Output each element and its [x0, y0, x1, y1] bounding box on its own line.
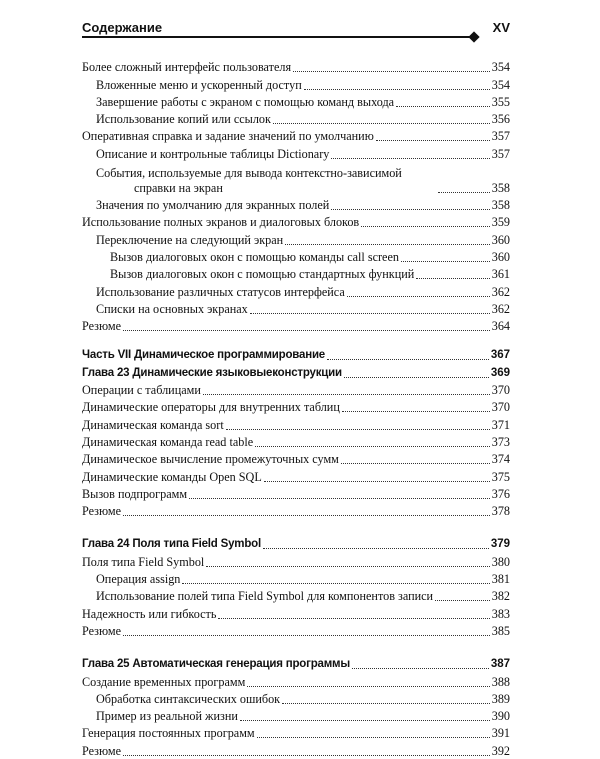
toc-entry-label: [96, 166, 436, 196]
toc-entry-page: 360: [491, 232, 510, 247]
toc-entry-label: Использование полных экранов и диалоговых блоков: [82, 215, 360, 230]
leader-dots: [203, 394, 490, 395]
toc-entry: [82, 622, 510, 639]
leader-dots: [264, 481, 490, 482]
toc-entry-label: Создание временных программ: [82, 674, 246, 689]
toc-entry-page: 388: [491, 674, 510, 689]
leader-dots: [247, 686, 489, 687]
leader-dots: [250, 313, 490, 314]
toc-entry-page: 378: [491, 504, 510, 519]
toc-entry-page: 361: [491, 267, 510, 282]
toc-entry-page: 364: [491, 319, 510, 334]
section-gap: [82, 639, 510, 655]
leader-dots: [257, 737, 490, 738]
toc-entry-page: 389: [491, 691, 510, 706]
toc-entry-label: Резюме: [82, 319, 122, 334]
toc-entry-label: Оперативная справка и задание значений по умолчанию: [82, 129, 374, 144]
leader-dots: [341, 463, 490, 464]
leader-dots: [206, 566, 489, 567]
leader-dots: [123, 635, 490, 636]
toc-entry: [82, 587, 510, 604]
toc-entry-label: Резюме: [82, 504, 122, 519]
toc-entry: [82, 398, 510, 415]
leader-dots: [344, 377, 489, 378]
toc-entry-label: Надежность или гибкость: [82, 606, 217, 621]
toc-entry: [82, 248, 510, 265]
toc-entry: [82, 485, 510, 502]
leader-dots: [123, 515, 490, 516]
toc-entry-label: Переключение на следующий экран: [96, 232, 284, 247]
toc-entry-label: Динамическое вычисление промежуточных сумм: [82, 452, 339, 467]
toc-part-heading: [82, 346, 510, 363]
toc-entry-label: Резюме: [82, 743, 122, 758]
toc-entry-label: Динамическая команда sort: [82, 417, 224, 432]
toc-entry: [82, 196, 510, 213]
toc-entry-page: 379: [490, 538, 510, 551]
toc-entry-page: 356: [491, 112, 510, 127]
toc-entry-page: 373: [491, 434, 510, 449]
toc-entry: [82, 741, 510, 758]
toc-entry: [82, 604, 510, 621]
toc-entry: [82, 282, 510, 299]
toc-entry-label: Поля типа Field Symbol: [82, 554, 205, 569]
toc-entry: [82, 415, 510, 432]
leader-dots: [255, 446, 490, 447]
leader-dots: [123, 330, 490, 331]
toc-entry-label: Описание и контрольные таблицы Dictionary: [96, 146, 330, 161]
toc-entry-label: Динамическая команда read table: [82, 434, 254, 449]
toc-entry: [82, 570, 510, 587]
leader-dots: [376, 140, 490, 141]
leader-dots: [352, 668, 489, 669]
toc-entry-page: 381: [491, 572, 510, 587]
leader-dots: [327, 359, 489, 360]
leader-dots: [226, 429, 490, 430]
toc-entry-label: Глава 23 Динамические языковыеконструкции: [82, 366, 342, 379]
toc-entry-page: 375: [491, 469, 510, 484]
toc-entry: [82, 502, 510, 519]
toc-entry: [82, 467, 510, 484]
toc-entry-label: Глава 24 Поля типа Field Symbol: [82, 538, 261, 551]
toc-entry-page: 367: [490, 349, 510, 362]
toc-entry-label: Глава 25 Автоматическая генерация программы: [82, 658, 350, 671]
toc-entry: [82, 450, 510, 467]
toc-entry: [82, 552, 510, 569]
toc-entry: [82, 144, 510, 161]
toc-chapter-heading: [82, 655, 510, 672]
table-of-contents: [82, 58, 510, 759]
toc-entry: [82, 127, 510, 144]
header-rule: [82, 36, 472, 38]
toc-entry-label: Более сложный интерфейс пользователя: [82, 60, 292, 75]
toc-entry-page: 380: [491, 554, 510, 569]
leader-dots: [438, 192, 490, 193]
leader-dots: [263, 548, 489, 549]
leader-dots: [285, 244, 490, 245]
toc-entry: [82, 93, 510, 110]
section-gap: [82, 334, 510, 346]
toc-entry-page: 374: [491, 452, 510, 467]
toc-entry: [82, 690, 510, 707]
leader-dots: [282, 703, 490, 704]
toc-entry-page: 371: [491, 417, 510, 432]
toc-entry-label-line1: События, используемые для вывода контекстно-зависимой: [96, 165, 402, 180]
toc-entry-label: Динамические операторы для внутренних таблиц: [82, 400, 340, 415]
leader-dots: [435, 600, 490, 601]
toc-entry-page: 370: [491, 400, 510, 415]
toc-entry-label: Завершение работы с экраном с помощью команд выхода: [96, 94, 395, 109]
toc-entry-page: 369: [490, 366, 510, 379]
toc-entry-label: Вложенные меню и ускоренный доступ: [96, 77, 302, 92]
toc-entry-label: Часть VII Динамическое программирование: [82, 349, 326, 362]
toc-entry-label: Обработка синтаксических ошибок: [96, 691, 281, 706]
header-title: Содержание: [82, 20, 163, 35]
toc-entry-page: 358: [491, 198, 510, 213]
toc-entry-page: 359: [491, 215, 510, 230]
toc-entry-page: 360: [491, 249, 510, 264]
toc-chapter-heading: [82, 535, 510, 552]
toc-entry-page: 370: [491, 383, 510, 398]
toc-entry-page: 391: [491, 726, 510, 741]
toc-entry: [82, 110, 510, 127]
toc-entry-label: Вызов диалоговых окон с помощью команды call screen: [110, 249, 399, 264]
toc-entry-label: Использование различных статусов интерфейса: [96, 284, 345, 299]
toc-entry-label: Динамические команды Open SQL: [82, 469, 262, 484]
toc-entry: [82, 58, 510, 75]
toc-chapter-heading: [82, 363, 510, 380]
toc-entry: [82, 213, 510, 230]
toc-entry: [82, 381, 510, 398]
leader-dots: [331, 209, 489, 210]
leader-dots: [401, 261, 490, 262]
toc-entry-page: 357: [491, 129, 510, 144]
leader-dots: [304, 89, 490, 90]
toc-entry-label: Генерация постоянных программ: [82, 726, 255, 741]
toc-entry-label: Вызов диалоговых окон с помощью стандартных функций: [110, 267, 415, 282]
toc-entry-label: Использование копий или ссылок: [96, 112, 271, 127]
toc-entry-page: 355: [491, 94, 510, 109]
toc-entry-page: 354: [491, 60, 510, 75]
toc-entry: [82, 672, 510, 689]
leader-dots: [189, 498, 490, 499]
toc-entry-label: Списки на основных экранах: [96, 301, 248, 316]
toc-entry-page: 362: [491, 284, 510, 299]
toc-entry-page: 387: [490, 658, 510, 671]
toc-entry-label: Пример из реальной жизни: [96, 709, 238, 724]
leader-dots: [273, 123, 490, 124]
leader-dots: [361, 226, 490, 227]
toc-entry-page: 362: [491, 301, 510, 316]
leader-dots: [331, 158, 489, 159]
toc-entry: [82, 265, 510, 282]
toc-entry-page: 383: [491, 606, 510, 621]
toc-entry-label: Использование полей типа Field Symbol для компонентов записи: [96, 589, 434, 604]
toc-entry-page: 357: [491, 146, 510, 161]
toc-entry: [82, 75, 510, 92]
toc-entry: [82, 724, 510, 741]
leader-dots: [347, 296, 490, 297]
leader-dots: [416, 278, 489, 279]
toc-entry-label-line2: справки на экран: [134, 180, 223, 195]
leader-dots: [240, 720, 490, 721]
toc-entry-label: Значения по умолчанию для экранных полей: [96, 198, 330, 213]
section-gap: [82, 519, 510, 535]
leader-dots: [293, 71, 490, 72]
toc-entry-page: 382: [491, 589, 510, 604]
toc-entry: [82, 433, 510, 450]
leader-dots: [218, 618, 489, 619]
toc-entry: [82, 317, 510, 334]
toc-entry-page: 376: [491, 486, 510, 501]
toc-entry: [82, 162, 510, 196]
toc-entry-page: 385: [491, 623, 510, 638]
toc-entry-page: 392: [491, 743, 510, 758]
toc-entry-label: Операции с таблицами: [82, 383, 201, 398]
toc-entry-label: Операция assign: [96, 572, 181, 587]
leader-dots: [182, 583, 489, 584]
running-header: [82, 18, 510, 38]
toc-entry: [82, 230, 510, 247]
toc-entry-page: 354: [491, 77, 510, 92]
toc-entry-label: Резюме: [82, 623, 122, 638]
toc-entry-page: 358: [491, 180, 510, 195]
toc-entry-label: Вызов подпрограмм: [82, 486, 188, 501]
leader-dots: [396, 106, 490, 107]
toc-entry: [82, 300, 510, 317]
toc-entry-page: 390: [491, 709, 510, 724]
leader-dots: [123, 755, 490, 756]
toc-entry: [82, 707, 510, 724]
header-page-number: XV: [492, 20, 510, 35]
leader-dots: [342, 411, 490, 412]
